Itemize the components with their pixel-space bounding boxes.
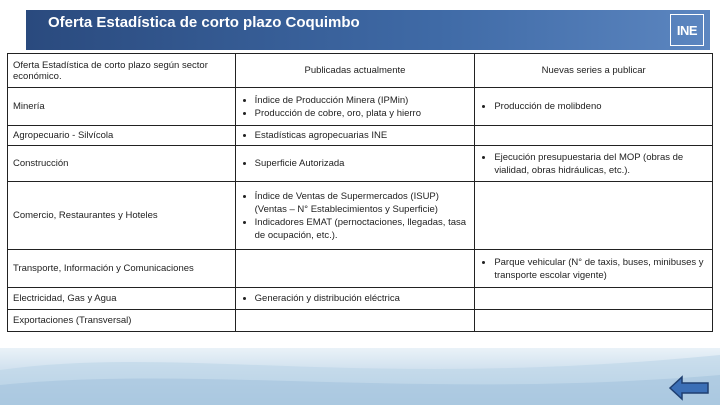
sector-cell: Construcción	[8, 146, 236, 182]
back-arrow-icon[interactable]	[668, 375, 710, 401]
ine-logo: INE	[670, 14, 704, 46]
list-item: • Producción de cobre, oro, plata y hierro	[255, 107, 470, 120]
published-cell	[235, 288, 475, 310]
table-row	[8, 146, 713, 182]
list-item: • Indicadores EMAT (pernoctaciones, llegadas, tasa de ocupación, etc.).	[255, 216, 470, 242]
new-cell	[475, 310, 713, 332]
table-row	[8, 126, 713, 146]
list-item: • Producción de molibdeno	[494, 100, 707, 113]
header-banner	[26, 10, 710, 50]
new-cell	[475, 182, 713, 250]
published-cell	[235, 182, 475, 250]
header-sector: Oferta Estadística de corto plazo según sector económico.	[8, 54, 236, 88]
published-cell	[235, 310, 475, 332]
new-cell	[475, 250, 713, 288]
table-row	[8, 250, 713, 288]
table-row	[8, 310, 713, 332]
sector-cell: Comercio, Restaurantes y Hoteles	[8, 182, 236, 250]
sector-cell: Minería	[8, 88, 236, 126]
published-cell	[235, 88, 475, 126]
list-item: • Ejecución presupuestaria del MOP (obras de vialidad, obras hidráulicas, etc.).	[494, 151, 707, 177]
background-wave	[0, 340, 720, 405]
page-title: Oferta Estadística de corto plazo Coquimbo	[48, 14, 360, 31]
table-row	[8, 88, 713, 126]
list-item: • Índice de Ventas de Supermercados (ISUP) (Ventas – N° Establecimientos y Superficie)	[255, 190, 470, 216]
new-cell	[475, 288, 713, 310]
header-new: Nuevas series a publicar	[475, 54, 713, 88]
sector-cell: Exportaciones (Transversal)	[8, 310, 236, 332]
list-item: • Generación y distribución eléctrica	[255, 292, 470, 305]
new-cell	[475, 88, 713, 126]
table-row	[8, 288, 713, 310]
sector-cell: Electricidad, Gas y Agua	[8, 288, 236, 310]
list-item: • Parque vehicular (N° de taxis, buses, minibuses y transporte escolar vigente)	[494, 256, 707, 282]
published-cell	[235, 126, 475, 146]
statistics-table	[7, 53, 713, 332]
published-cell	[235, 250, 475, 288]
new-cell	[475, 126, 713, 146]
new-cell	[475, 146, 713, 182]
sector-cell: Transporte, Información y Comunicaciones	[8, 250, 236, 288]
sector-cell: Agropecuario - Silvícola	[8, 126, 236, 146]
table-header-row	[8, 54, 713, 88]
published-cell	[235, 146, 475, 182]
list-item: • Índice de Producción Minera (IPMin)	[255, 94, 470, 107]
header-published: Publicadas actualmente	[235, 54, 475, 88]
table-row	[8, 182, 713, 250]
list-item: • Superficie Autorizada	[255, 157, 470, 170]
list-item: • Estadísticas agropecuarias INE	[255, 129, 470, 142]
